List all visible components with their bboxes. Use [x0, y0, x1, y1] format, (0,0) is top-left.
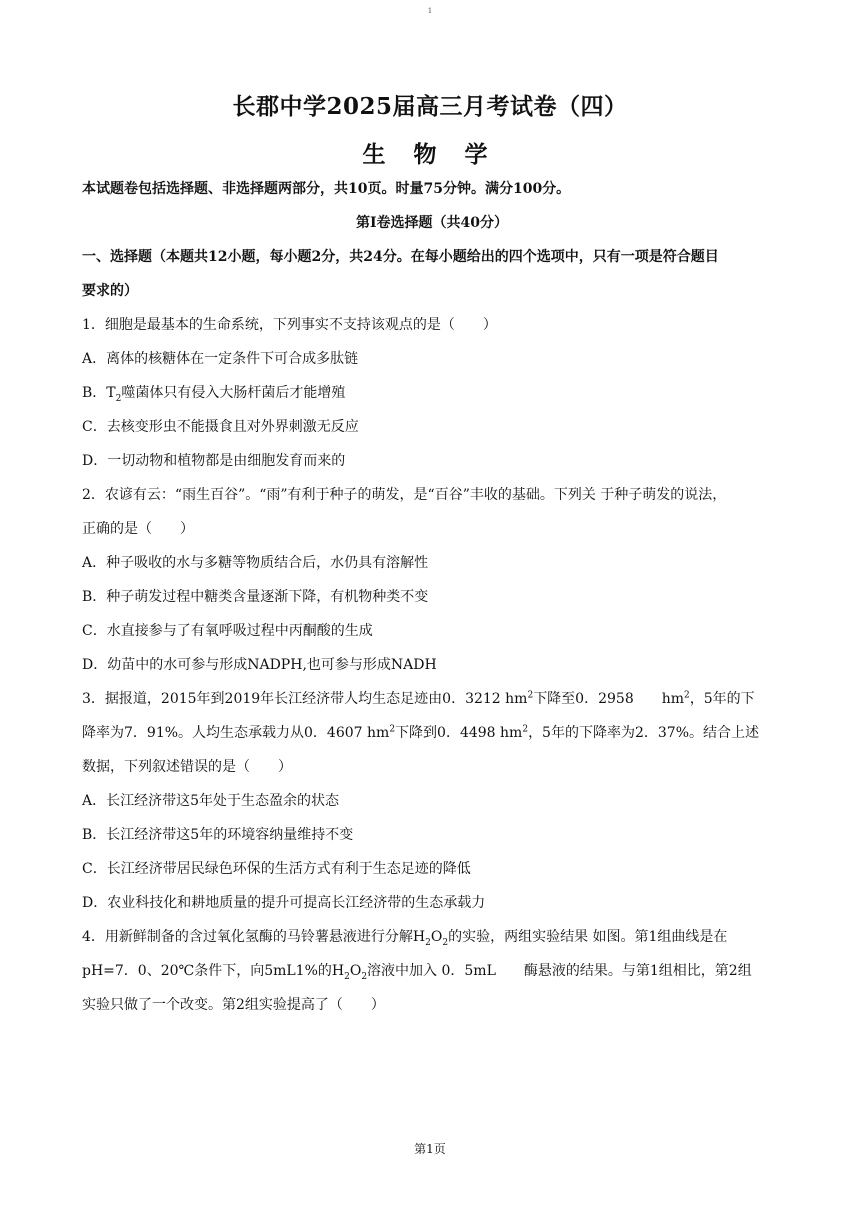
question-1-option-c: C．去核变形虫不能摄食且对外界刺激无反应 [82, 419, 359, 435]
question-2-stem-line2: 正确的是（ ） [82, 521, 194, 537]
question-3-option-a: A．长江经济带这5年处于生态盈余的状态 [82, 793, 340, 809]
question-3-stem-line3: 数据，下列叙述错误的是（ ） [82, 759, 292, 775]
question-3-option-d: D．农业科技化和耕地质量的提升可提高长江经济带的生态承载力 [82, 895, 486, 911]
question-2-stem-line1: 2．农谚有云：“雨生百谷”。“雨”有利于种子的萌发，是“百谷”丰收的基础。下列关 于种子萌发的说法， [82, 487, 727, 503]
question-3-stem-line1: 3．据报道，2015年到2019年长江经济带人均生态足迹由0．3212 $hm^2$下降至0．2958 $hm^2$，5年的下 [82, 690, 755, 707]
section-title: 第I卷选择题（共40分） [355, 215, 509, 231]
exam-content [82, 177, 782, 1027]
question-1-stem: 1．细胞是最基本的生命系统，下列事实不支持该观点的是（ ） [82, 317, 497, 333]
question-3-stem-line2: 降率为7．91%。人均生态承载力从0．4607 $hm^2$下降到0．4498 $hm^2$，5年的下降率为2．37%。结合上述 [82, 724, 759, 741]
question-1-option-a: A．离体的核糖体在一定条件下可合成多肽链 [82, 351, 359, 367]
exam-intro: 本试题卷包括选择题、非选择题两部分，共10页。时量75分钟。满分100分。 [82, 181, 571, 197]
question-2-option-b: B．种子萌发过程中糖类含量逐渐下降，有机物种类不变 [82, 589, 429, 605]
question-4-stem-line1: 4．用新鲜制备的含过氧化氢酶的马铃薯悬液进行分解$H_2O_2$的实验，两组实验结果 如图。第1组曲线是在 [82, 929, 728, 948]
part-one-heading-line1: 一、选择题（本题共12小题，每小题2分，共24分。在每小题给出的四个选项中，只有一项是符合题目 [82, 249, 719, 265]
part-one-heading-line2: 要求的） [82, 283, 138, 299]
question-1-option-d: D．一切动物和植物都是由细胞发育而来的 [82, 453, 346, 469]
question-4-stem-line3: 实验只做了一个改变。第2组实验提高了（ ） [82, 997, 385, 1013]
question-4-stem-line2: pH=7．0、20℃条件下，向5mL1%的$H_2O_2$溶液中加入 0．5mL 酶悬液的结果。与第1组相比，第2组 [82, 963, 752, 982]
question-2-option-d: D．幼苗中的水可参与形成NADPH,也可参与形成NADH [82, 657, 437, 673]
question-3-option-c: C．长江经济带居民绿色环保的生活方式有利于生态足迹的降低 [82, 861, 471, 877]
question-2-option-c: C．水直接参与了有氧呼吸过程中丙酮酸的生成 [82, 623, 373, 639]
page-number: 第1页 [414, 1142, 446, 1156]
question-2-option-a: A．种子吸收的水与多糖等物质结合后，水仍具有溶解性 [82, 555, 429, 571]
subject-title: 生 物 学 [362, 141, 498, 168]
question-1-option-b: B．$T_2$噬菌体只有侵入大肠杆菌后才能增殖 [82, 385, 346, 404]
page-top-mark: 1 [427, 7, 433, 15]
exam-title: 长郡中学2025届高三月考试卷（四） [232, 93, 628, 120]
question-3-option-b: B．长江经济带这5年的环境容纳量维持不变 [82, 827, 354, 843]
